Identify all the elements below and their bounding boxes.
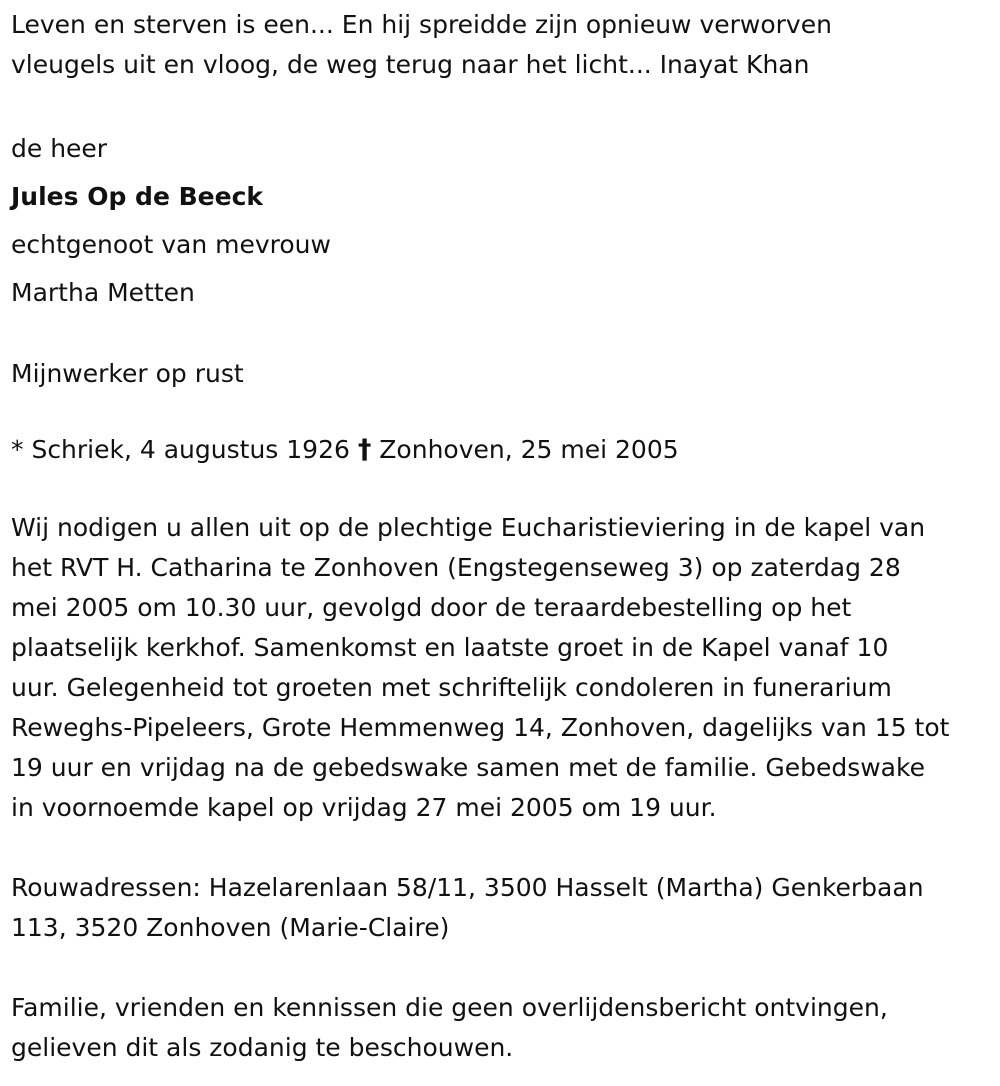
birth-info: * Schriek, 4 augustus 1926 [11,435,350,464]
quote-line: Leven en sterven is een... En hij spreidde zijn opnieuw verworven [11,10,832,39]
deceased-block [11,125,988,317]
paragraph-line: in voornoemde kapel op vrijdag 27 mei 2005 om 19 uur. [11,793,717,822]
paragraph-line: Familie, vrienden en kennissen die geen overlijdensbericht ontvingen, [11,993,888,1022]
invitation-paragraph [11,508,988,828]
quote-line: vleugels uit en vloog, de weg terug naar het licht... Inayat Khan [11,50,810,79]
cross-icon: † [357,434,372,465]
paragraph-line: Wij nodigen u allen uit op de plechtige Eucharistieviering in de kapel van [11,513,926,542]
quote-block [11,5,988,85]
occupation: Mijnwerker op rust [11,359,244,388]
honorific: de heer [11,134,108,163]
life-dates [11,430,988,470]
paragraph-line: Reweghs-Pipeleers, Grote Hemmenweg 14, Zonhoven, dagelijks van 15 tot [11,713,950,742]
condolence-addresses [11,868,988,948]
closing-note [11,988,988,1068]
spouse-name: Martha Metten [11,278,195,307]
paragraph-line: 19 uur en vrijdag na de gebedswake samen met de familie. Gebedswake [11,753,925,782]
deceased-name: Jules Op de Beeck [11,182,264,211]
paragraph-line: het RVT H. Catharina te Zonhoven (Engstegenseweg 3) op zaterdag 28 [11,553,901,582]
paragraph-line: 113, 3520 Zonhoven (Marie-Claire) [11,913,450,942]
paragraph-line: Rouwadressen: Hazelarenlaan 58/11, 3500 Hasselt (Martha) Genkerbaan [11,873,924,902]
paragraph-line: gelieven dit als zodanig te beschouwen. [11,1033,514,1062]
death-info: Zonhoven, 25 mei 2005 [379,435,679,464]
relation: echtgenoot van mevrouw [11,230,331,259]
paragraph-line: plaatselijk kerkhof. Samenkomst en laatste groet in de Kapel vanaf 10 [11,633,889,662]
paragraph-line: mei 2005 om 10.30 uur, gevolgd door de teraardebestelling op het [11,593,852,622]
paragraph-line: uur. Gelegenheid tot groeten met schriftelijk condoleren in funerarium [11,673,892,702]
